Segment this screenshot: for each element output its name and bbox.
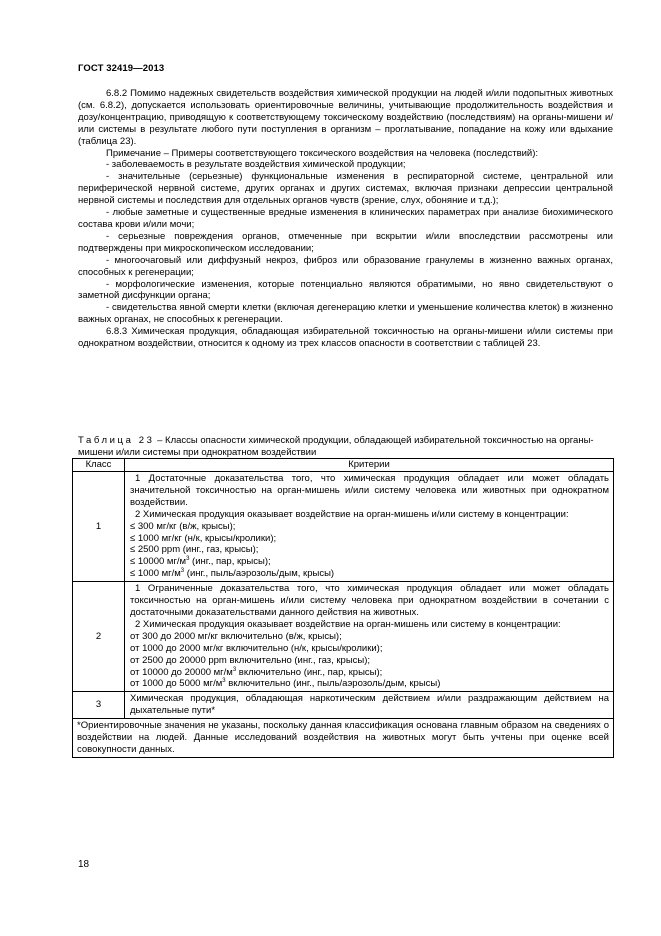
list-item: - свидетельства явной смерти клетки (включая дегенерацию клетки и уменьшение количества клеток) в жизненно важных органах, не способных к регенерации. [78,302,613,326]
table-row [73,582,614,692]
standard-header: ГОСТ 32419—2013 [78,63,165,74]
criteria-value [130,556,609,568]
criteria-cell [125,472,614,582]
list-item: - морфологические изменения, которые потенциально являются обратимыми, но явно свидетельствуют о заметной дисфункции органа; [78,278,613,302]
criteria-value-main: ≤ 10000 мг/м [130,556,187,568]
list-item: - серьезные повреждения органов, отмеченные при вскрытии и/или впоследствии рассмотрены или подтверждены при микроскопическом исследовании; [78,230,613,254]
criteria-cell [125,692,614,719]
table-caption [78,435,613,458]
criteria-value [130,667,609,679]
criteria-value: от 300 до 2000 мг/кг включительно (в/ж, крысы); [130,630,342,642]
superscript: 3 [222,678,226,685]
note-intro: Примечание – Примеры соответствующего токсического воздействия на человека (последствий): [106,147,539,159]
superscript: 3 [232,666,237,673]
criteria-text: Химическая продукция, обладающая наркотическим действием и/или раздражающим действием на дыхательные пути* [130,693,609,717]
criteria-value-rest: (инг., пар, крысы); [189,556,271,568]
table-header-row [73,459,614,472]
criteria-value [130,678,609,690]
paragraph-6-8-2: 6.8.2 Помимо надежных свидетельств воздействия химической продукции на людей и/или подопытных животных (см. 6.8.2), допускается использовать ориентировочные величины, учитывающие продолжительность воздействия и дозу/концентрацию, приводящую к соответствующему токсическому воздействию (последствиям) на органы-мишени и/или системы в результате любого пути поступления в организм – проглатывание, попадание на кожу или вдыхание (таблица 23). [78,88,613,147]
paragraph-6-8-3: 6.8.3 Химическая продукция, обладающая избирательной токсичностью на органы-мишени и/или системы при однократном воздействии, относится к одному из трех классов опасности в соответствии с таблицей 23. [78,326,613,350]
header-class: Класс [73,459,125,472]
criteria-value-rest: включительно (инг., пар, крысы); [236,666,383,678]
class-cell: 1 [73,472,125,582]
table-footnote: *Ориентировочные значения не указаны, поскольку данная классификация основана главным образом на сведениях о воздействии на людей. Данные исследований воздействия на животных могут быть учтены при оценке всей совокупности данных. [73,719,614,758]
body-text [78,88,613,350]
criteria-value-rest: включительно (инг., пыль/аэрозоль/дым, крысы) [225,678,441,690]
list-item: - любые заметные и существенные вредные изменения в клинических параметрах при анализе биохимического состава крови и/или мочи; [78,207,613,230]
criteria-value-main: от 10000 до 20000 мг/м [130,666,233,678]
class-cell: 3 [73,692,125,719]
criteria-value: ≤ 2500 ppm (инг., газ, крысы); [130,544,259,556]
superscript: 3 [180,568,185,575]
criteria-cell [125,582,614,692]
list-item: - многоочаговый или диффузный некроз, фиброз или образование гранулемы в жизненно важных органах, способных к регенерации; [78,254,613,278]
table-row [73,692,614,719]
criteria-value: ≤ 1000 мг/кг (н/к, крысы/кролики); [130,532,277,544]
criteria-text: 2 Химическая продукция оказывает воздействие на орган-мишень и/или систему в концентрации: [135,508,569,520]
table-row [73,472,614,582]
criteria-value: от 1000 до 2000 мг/кг включительно (н/к, крысы/кролики); [130,642,383,654]
hazard-class-table [72,458,614,758]
class-cell: 2 [73,582,125,692]
table-caption-text: – Классы опасности химической продукции, обладающей избирательной токсичностью на органы-мишени и/или системы при однократном воздействии [78,435,594,458]
table-footnote-row [73,719,614,758]
header-criteria: Критерии [125,459,614,472]
page-number: 18 [78,859,90,870]
criteria-value [130,568,609,580]
criteria-value-main: ≤ 1000 мг/м [130,568,181,580]
criteria-value-rest: (инг., пыль/аэрозоль/дым, крысы) [184,568,335,580]
criteria-text: 1 Достаточные доказательства того, что химическая продукция обладает или может обладать значительной токсичностью на орган-мишень и/или систему человека или животных при однократном воздействии. [130,473,609,508]
list-item: - заболеваемость в результате воздействия химической продукции; [106,159,406,171]
criteria-text: 1 Ограниченные доказательства того, что химическая продукция обладает или может обладать токсичностью на орган-мишень и/или систему человека при однократном воздействии в сочетании с достаточными доказательствами данного действия на животных. [130,583,609,618]
list-item: - значительные (серьезные) функциональные изменения в респираторной системе, центральной или периферической нервной системе, других органах и других системах, включая признаки депрессии центральной нервной системы и последствия для отдельных органов чувств (зрение, слух, обоняние и т.д.); [78,171,613,207]
criteria-value: от 2500 до 20000 ppm включительно (инг., газ, крысы); [130,654,371,666]
criteria-value: ≤ 300 мг/кг (в/ж, крысы); [130,520,236,532]
criteria-value-main: от 1000 до 5000 мг/м [130,678,223,690]
table-caption-label: Таблица 23 [78,435,155,446]
criteria-text: 2 Химическая продукция оказывает воздействие на орган-мишень или систему в концентрации: [135,618,561,630]
superscript: 3 [186,556,190,563]
